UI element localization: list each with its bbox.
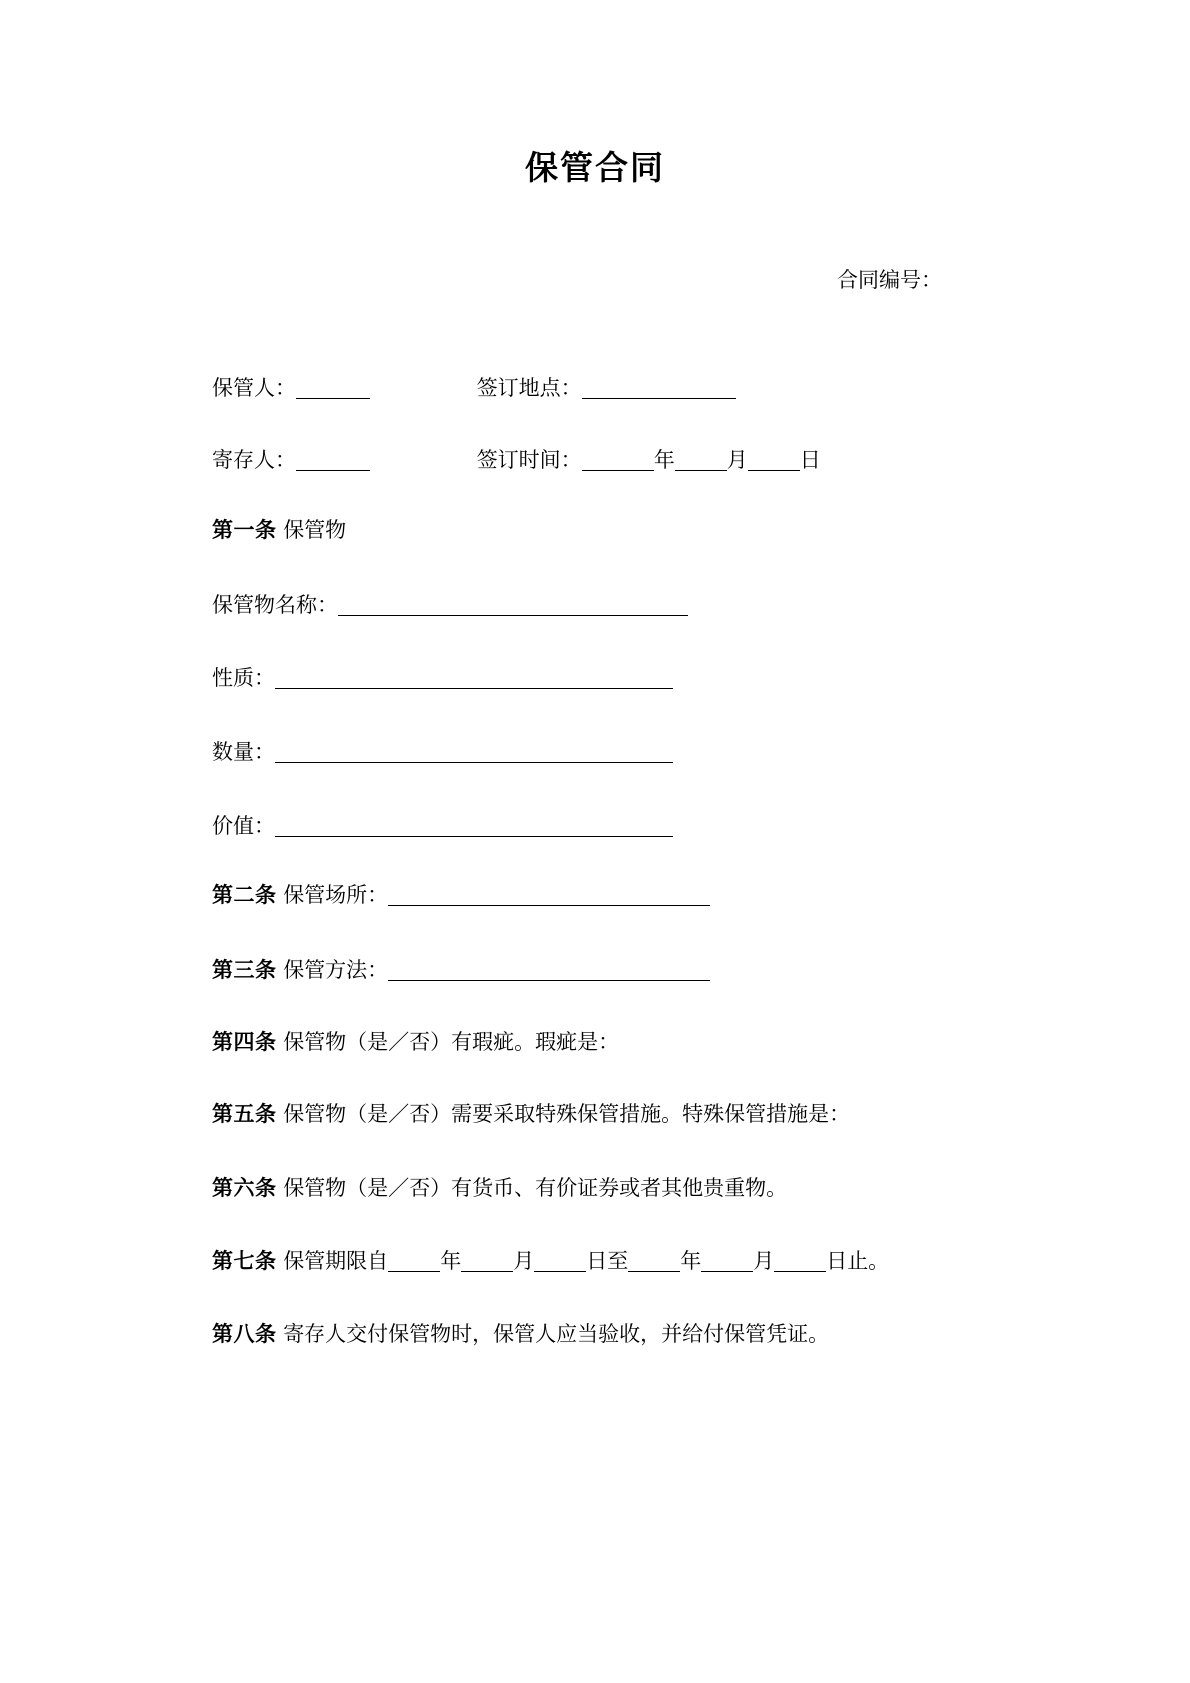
- sign-month-blank[interactable]: [675, 453, 727, 471]
- period-start-day-blank[interactable]: [534, 1254, 586, 1272]
- article-7-prefix: 保管期限自: [283, 1249, 389, 1273]
- article-7-suffix: 止。: [847, 1249, 890, 1273]
- sign-time-field: [477, 444, 821, 476]
- field-item-value: [212, 810, 673, 842]
- article-4-number: 第四条: [212, 1030, 277, 1054]
- article-7-text: [283, 1249, 889, 1273]
- depositor-blank[interactable]: [296, 453, 370, 471]
- article-2-label: 保管场所：: [283, 883, 389, 907]
- custodian-label: 保管人：: [212, 376, 296, 400]
- custodian-field: [212, 372, 470, 404]
- custodian-blank[interactable]: [296, 381, 370, 399]
- article-8: [212, 1318, 829, 1350]
- period-start-year-blank[interactable]: [388, 1254, 440, 1272]
- article-6-text: 保管物（是／否）有货币、有价证券或者其他贵重物。: [283, 1176, 788, 1200]
- item-nature-label: 性质：: [212, 666, 275, 690]
- article-7: [212, 1245, 889, 1277]
- article-3-blank[interactable]: [388, 963, 710, 981]
- party-row-custodian: [212, 372, 1112, 404]
- contract-number-label: 合同编号：: [837, 268, 942, 292]
- article-6: [212, 1172, 787, 1204]
- article-4-text: 保管物（是／否）有瑕疵。瑕疵是：: [283, 1030, 620, 1054]
- item-name-label: 保管物名称：: [212, 593, 338, 617]
- period-end-day-unit: 日: [826, 1249, 848, 1273]
- period-end-month-blank[interactable]: [701, 1254, 753, 1272]
- sign-day-blank[interactable]: [748, 453, 800, 471]
- period-start-month-unit: 月: [513, 1249, 535, 1273]
- article-3: [212, 954, 710, 986]
- item-quantity-blank[interactable]: [275, 745, 673, 763]
- period-end-year-unit: 年: [680, 1249, 702, 1273]
- sign-year-blank[interactable]: [582, 453, 654, 471]
- period-end-month-unit: 月: [753, 1249, 775, 1273]
- article-7-number: 第七条: [212, 1249, 277, 1273]
- item-name-blank[interactable]: [338, 598, 688, 616]
- period-start-day-unit: 日: [586, 1249, 608, 1273]
- year-unit: 年: [653, 448, 675, 472]
- item-nature-blank[interactable]: [275, 671, 673, 689]
- article-4: [212, 1026, 619, 1058]
- page-title: 保管合同: [525, 148, 665, 187]
- period-start-year-unit: 年: [440, 1249, 462, 1273]
- article-3-number: 第三条: [212, 958, 277, 982]
- party-row-depositor: [212, 444, 1112, 476]
- article-1-heading: [212, 514, 346, 546]
- article-7-middle: 至: [607, 1249, 629, 1273]
- article-2-blank[interactable]: [388, 888, 710, 906]
- article-5: [212, 1098, 850, 1130]
- item-value-label: 价值：: [212, 814, 275, 838]
- depositor-field: [212, 444, 470, 476]
- sign-place-field: [477, 372, 736, 404]
- day-unit: 日: [799, 448, 821, 472]
- depositor-label: 寄存人：: [212, 448, 296, 472]
- item-value-blank[interactable]: [275, 819, 673, 837]
- field-item-name: [212, 589, 688, 621]
- article-3-label: 保管方法：: [283, 958, 389, 982]
- sign-place-blank[interactable]: [582, 381, 736, 399]
- article-2: [212, 879, 710, 911]
- period-end-day-blank[interactable]: [774, 1254, 826, 1272]
- article-1-number: 第一条: [212, 518, 277, 542]
- article-6-number: 第六条: [212, 1176, 277, 1200]
- article-8-text: 寄存人交付保管物时，保管人应当验收，并给付保管凭证。: [283, 1322, 830, 1346]
- article-2-number: 第二条: [212, 883, 277, 907]
- article-5-text: 保管物（是／否）需要采取特殊保管措施。特殊保管措施是：: [283, 1102, 851, 1126]
- sign-place-label: 签订地点：: [476, 376, 582, 400]
- field-item-nature: [212, 662, 673, 694]
- month-unit: 月: [726, 448, 748, 472]
- period-start-month-blank[interactable]: [461, 1254, 513, 1272]
- field-item-quantity: [212, 736, 673, 768]
- period-end-year-blank[interactable]: [628, 1254, 680, 1272]
- article-5-number: 第五条: [212, 1102, 277, 1126]
- item-quantity-label: 数量：: [212, 740, 275, 764]
- sign-time-label: 签订时间：: [476, 448, 582, 472]
- article-8-number: 第八条: [212, 1322, 277, 1346]
- article-1-title: 保管物: [283, 518, 347, 542]
